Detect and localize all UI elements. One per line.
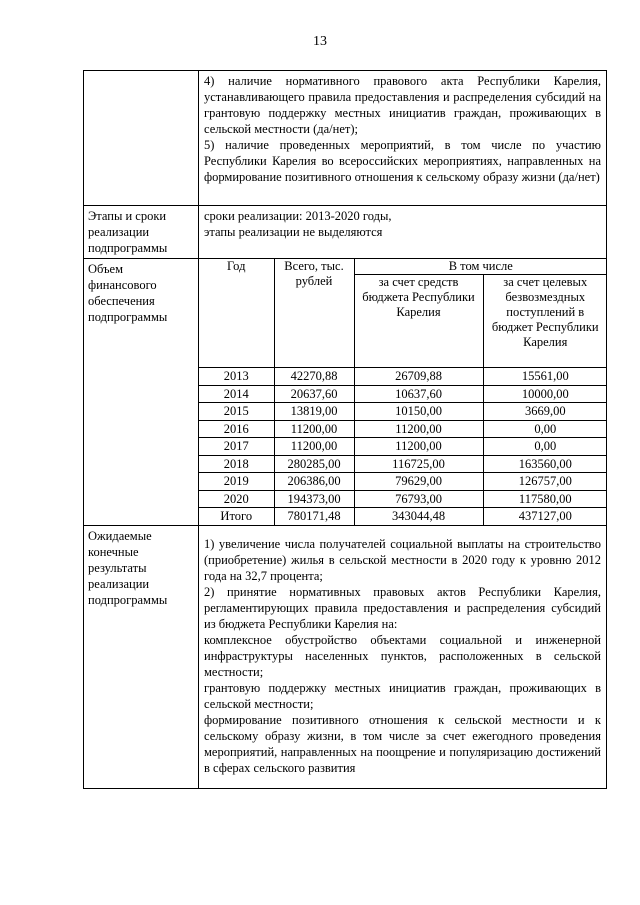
result-paragraph: комплексное обустройство объектами социальной и инженерной инфраструктуры населенных пунктов, расположенных в сельской местности; xyxy=(204,632,601,679)
cell-year: 2013 xyxy=(199,368,274,386)
cell-year: 2019 xyxy=(199,473,274,491)
cell-budget: 116725,00 xyxy=(354,455,483,473)
cell-budget: 11200,00 xyxy=(354,420,483,438)
header-including: В том числе xyxy=(354,259,607,275)
results-row xyxy=(84,525,607,788)
cell-year: 2015 xyxy=(199,403,274,421)
funding-table-row xyxy=(199,438,607,456)
cell-total: 780171,48 xyxy=(274,508,354,525)
targets-row xyxy=(84,71,607,206)
cell-budget: 79629,00 xyxy=(354,473,483,491)
funding-table-row xyxy=(199,473,607,491)
funding-label: Объем финансового обеспечения подпрограммы xyxy=(84,259,199,526)
cell-total: 13819,00 xyxy=(274,403,354,421)
result-paragraph: формирование позитивного отношения к сельской местности и к сельскому образу жизни, в том числе за счет ежегодного проведения мероприятий, направленных на поощрение и популяризацию достижений в сферах сельского развития xyxy=(204,712,601,775)
target-item-5: 5) наличие проведенных мероприятий, в том числе по участию Республики Карелия во всероссийских мероприятиях, направленных на формирование позитивного отношения к сельскому образу жизни (да/нет) xyxy=(204,138,601,184)
cell-year: 2020 xyxy=(199,490,274,508)
result-paragraph: 1) увеличение числа получателей социальной выплаты на строительство (приобретение) жилья в сельской местности в 2020 году к уровню 2012 года на 32,7 процента; xyxy=(204,536,601,583)
funding-table-row xyxy=(199,403,607,421)
cell-grants: 15561,00 xyxy=(483,368,607,386)
cell-total: 206386,00 xyxy=(274,473,354,491)
header-year: Год xyxy=(199,259,274,368)
page-number: 13 xyxy=(313,34,327,49)
cell-grants: 163560,00 xyxy=(483,455,607,473)
cell-grants: 0,00 xyxy=(483,420,607,438)
cell-grants: 0,00 xyxy=(483,438,607,456)
cell-budget: 10637,60 xyxy=(354,385,483,403)
cell-year: Итого xyxy=(199,508,274,525)
results-label: Ожидаемые конечные результаты реализации подпрограммы xyxy=(84,525,199,788)
cell-grants: 10000,00 xyxy=(483,385,607,403)
funding-table-row xyxy=(199,385,607,403)
funding-cell xyxy=(199,259,607,526)
stages-line: сроки реализации: 2013-2020 годы, xyxy=(204,209,392,223)
cell-year: 2017 xyxy=(199,438,274,456)
targets-text-cell xyxy=(199,71,607,206)
header-total: Всего, тыс. рублей xyxy=(274,259,354,368)
cell-total: 194373,00 xyxy=(274,490,354,508)
passport-table xyxy=(83,70,607,789)
targets-label-cell xyxy=(84,71,199,206)
funding-table-row xyxy=(199,420,607,438)
cell-year: 2018 xyxy=(199,455,274,473)
cell-grants: 437127,00 xyxy=(483,508,607,525)
stages-row xyxy=(84,206,607,259)
funding-table-row xyxy=(199,368,607,386)
cell-budget: 343044,48 xyxy=(354,508,483,525)
cell-total: 11200,00 xyxy=(274,420,354,438)
header-grants: за счет целевых безвозмездных поступлений в бюджет Республики Карелия xyxy=(483,275,607,368)
cell-budget: 76793,00 xyxy=(354,490,483,508)
funding-table xyxy=(199,259,607,525)
funding-table-row xyxy=(199,490,607,508)
results-text-cell xyxy=(199,525,607,788)
result-paragraph: 2) принятие нормативных правовых актов Республики Карелия, регламентирующих правила предоставления и распределения субсидий из бюджета Республики Карелия на: xyxy=(204,584,601,631)
cell-year: 2016 xyxy=(199,420,274,438)
cell-budget: 11200,00 xyxy=(354,438,483,456)
target-item-4: 4) наличие нормативного правового акта Республики Карелия, устанавливающего правила предоставления и распределения субсидий на грантовую поддержку местных инициатив граждан, проживающих в сельской местности (да/нет); xyxy=(204,74,601,136)
funding-header-row xyxy=(199,259,607,275)
funding-row xyxy=(84,259,607,526)
cell-grants: 3669,00 xyxy=(483,403,607,421)
cell-total: 280285,00 xyxy=(274,455,354,473)
funding-table-row xyxy=(199,455,607,473)
cell-budget: 10150,00 xyxy=(354,403,483,421)
result-paragraph: грантовую поддержку местных инициатив граждан, проживающих в сельской местности; xyxy=(204,680,601,711)
cell-total: 11200,00 xyxy=(274,438,354,456)
cell-total: 42270,88 xyxy=(274,368,354,386)
funding-table-row xyxy=(199,508,607,525)
cell-total: 20637,60 xyxy=(274,385,354,403)
stages-label: Этапы и сроки реализации подпрограммы xyxy=(84,206,199,259)
cell-budget: 26709,88 xyxy=(354,368,483,386)
cell-grants: 126757,00 xyxy=(483,473,607,491)
stages-text-cell xyxy=(199,206,607,259)
header-budget: за счет средств бюджета Республики Карелия xyxy=(354,275,483,368)
stages-line: этапы реализации не выделяются xyxy=(204,225,383,239)
cell-grants: 117580,00 xyxy=(483,490,607,508)
cell-year: 2014 xyxy=(199,385,274,403)
